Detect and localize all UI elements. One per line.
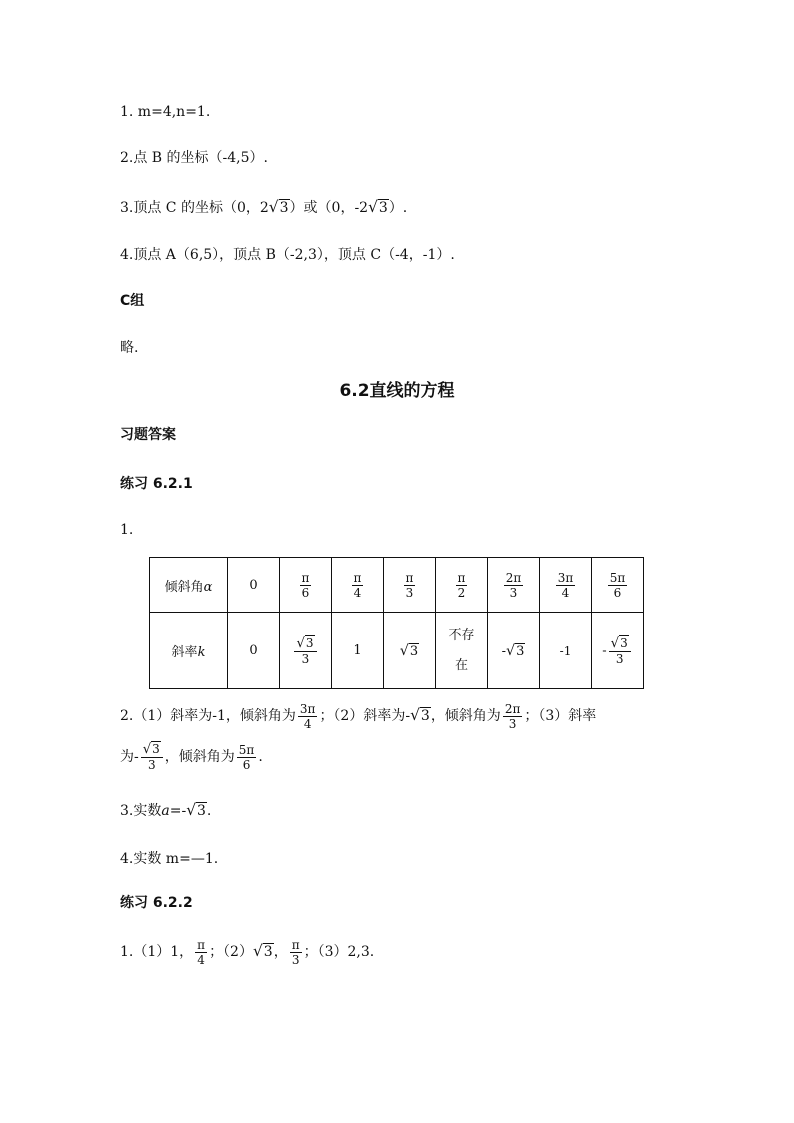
table-cell: -1 — [540, 613, 592, 689]
practice-2-question-1: 1.（1）1， $\frac{\pi}{4}$ ；（2）√3， $\frac{\pi}{3}$ ；（3）2,3. — [120, 937, 375, 967]
line-1: 1. m=4,n=1. — [120, 104, 211, 120]
table-cell: $\frac{5\pi}{6}$ — [592, 558, 644, 613]
question-4: 4.实数 m=—1. — [120, 851, 219, 867]
table-cell: $\frac{\pi}{2}$ — [436, 558, 488, 613]
table-cell: $\frac{\pi}{6}$ — [280, 558, 332, 613]
table-row — [150, 558, 644, 613]
practice-6-2-2-heading: 练习 6.2.2 — [120, 895, 193, 911]
sqrt-3b: √3 — [368, 198, 388, 216]
line-3-text-c: ）或（0，-2 — [289, 200, 369, 216]
table-cell: 倾斜角α — [150, 558, 228, 613]
sqrt-3: √3 — [268, 198, 289, 216]
line-2: 2.点 B 的坐标（-4,5）. — [120, 150, 268, 166]
table-cell: 斜率k — [150, 613, 228, 689]
c-group-heading: C组 — [120, 293, 145, 309]
table-cell: $\frac{\pi}{4}$ — [332, 558, 384, 613]
table-cell: 1 — [332, 613, 384, 689]
answers-heading: 习题答案 — [120, 427, 176, 443]
table-cell: 不存 在 — [436, 613, 488, 689]
question-2-line-1: 2.（1）斜率为-1，倾斜角为 $\frac{3\pi}{4}$ ；（2）斜率为-√3，倾斜角为 $\frac{2\pi}{3}$ ；（3）斜率 — [120, 701, 597, 731]
question-2-line-2: 为- $\frac{√3}{3}$ ，倾斜角为 $\frac{5\pi}{6}$ . — [120, 742, 263, 772]
table-cell: $\frac{3\pi}{4}$ — [540, 558, 592, 613]
table-cell: - $\frac{√3}{3}$ — [592, 613, 644, 689]
line-4: 4.顶点 A（6,5），顶点 B（-2,3），顶点 C（-4，-1）. — [120, 247, 455, 263]
question-3: 3.实数a=-√3. — [120, 801, 212, 819]
omitted-text: 略. — [120, 340, 139, 356]
section-title: 6.2直线的方程 — [339, 381, 455, 401]
line-3-text-e: ）. — [388, 200, 408, 216]
table-cell: $\frac{\pi}{3}$ — [384, 558, 436, 613]
line-3-text-a: 3.顶点 C 的坐标（0，2 — [120, 200, 269, 216]
table-cell: -√3 — [488, 613, 540, 689]
table-row — [150, 613, 644, 689]
practice-6-2-1-heading: 练习 6.2.1 — [120, 476, 193, 492]
table-cell: $\frac{√3}{3}$ — [280, 613, 332, 689]
table-cell: 0 — [228, 558, 280, 613]
angle-slope-table — [149, 557, 644, 689]
question-1-label: 1. — [120, 522, 134, 538]
line-3 — [120, 197, 407, 218]
table-cell: √3 — [384, 613, 436, 689]
table-cell: 0 — [228, 613, 280, 689]
table-cell: $\frac{2\pi}{3}$ — [488, 558, 540, 613]
